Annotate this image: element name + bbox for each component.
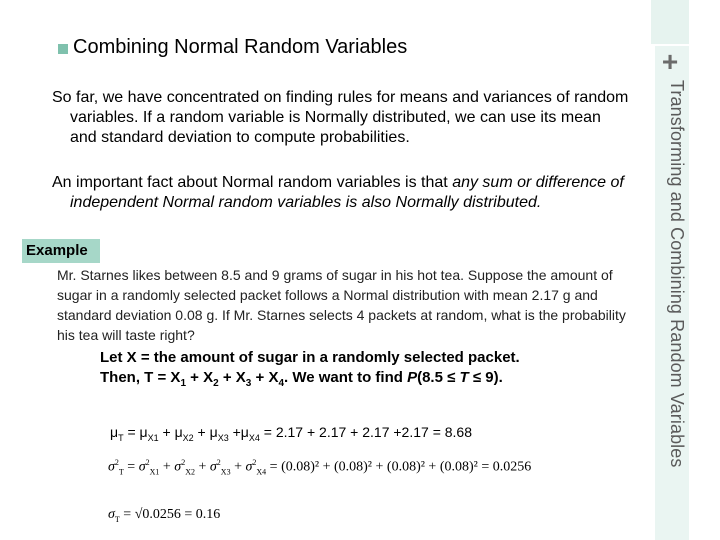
plus-icon: +	[661, 46, 679, 77]
mean-result: = 2.17 + 2.17 + 2.17 +2.17 = 8.68	[263, 424, 473, 440]
example-label: Example	[22, 239, 100, 263]
fact-emphasis-text: any sum or difference of independent Normal random variables is also Normally distributed.	[70, 174, 624, 211]
fact-paragraph	[52, 173, 650, 213]
definition-line-1: Let X = the amount of sugar in a randomly selected packet.	[100, 349, 520, 366]
slide-title: Combining Normal Random Variables	[73, 36, 408, 58]
definition-block	[100, 348, 660, 394]
intro-paragraph	[52, 88, 632, 148]
sd-result: = √0.0256 = 0.16	[123, 507, 221, 522]
variance-result: = (0.08)² + (0.08)² + (0.08)² + (0.08)² = 0.0256	[269, 459, 532, 475]
side-decor-block	[651, 0, 689, 44]
definition-line-2: Then, $T = X_1 + X_2 + X_3 + X_4$. We want to find P(8.5 ≤ T ≤ 9).	[100, 369, 503, 389]
sd-formula: $\sigma_T = √0.0256 = 0.16$	[108, 507, 221, 524]
fact-lead-text: An important fact about Normal random variables is that	[52, 174, 453, 191]
vertical-chapter-title: Transforming and Combining Random Variables	[667, 80, 687, 468]
mean-formula: $\mu_T = \mu_{X1} + \mu_{X2} + \mu_{X3} +\mu_{X4} = 2.17 + 2.17 + 2.17 +2.17 = 8.68$	[110, 424, 473, 443]
variance-formula: $\sigma^2_T = \sigma^2_{X1} + \sigma^2_{X2} + \sigma^2_{X3} + \sigma^2_{X4} = (0.08)^2 + (0.08)^2 + (0.08)^2 + (0.08)^2 = 0.0256$	[108, 458, 532, 477]
title-bullet-icon	[58, 44, 68, 54]
example-text: Mr. Starnes likes between 8.5 and 9 grams of sugar in his hot tea. Suppose the amount of sugar in a randomly selected packet follows a Normal distribution with mean 2.17 g and standard deviation 0.08 g. If Mr. Starnes selects 4 packets at random, what is the probability his tea will taste right?	[57, 267, 626, 343]
definition-line-2-text: Then, T = X	[100, 369, 181, 386]
intro-text: So far, we have concentrated on finding rules for means and variances of random variables. If a random variable is Normally distributed, we can use its mean and standard deviation to compute probabilities.	[52, 89, 629, 146]
